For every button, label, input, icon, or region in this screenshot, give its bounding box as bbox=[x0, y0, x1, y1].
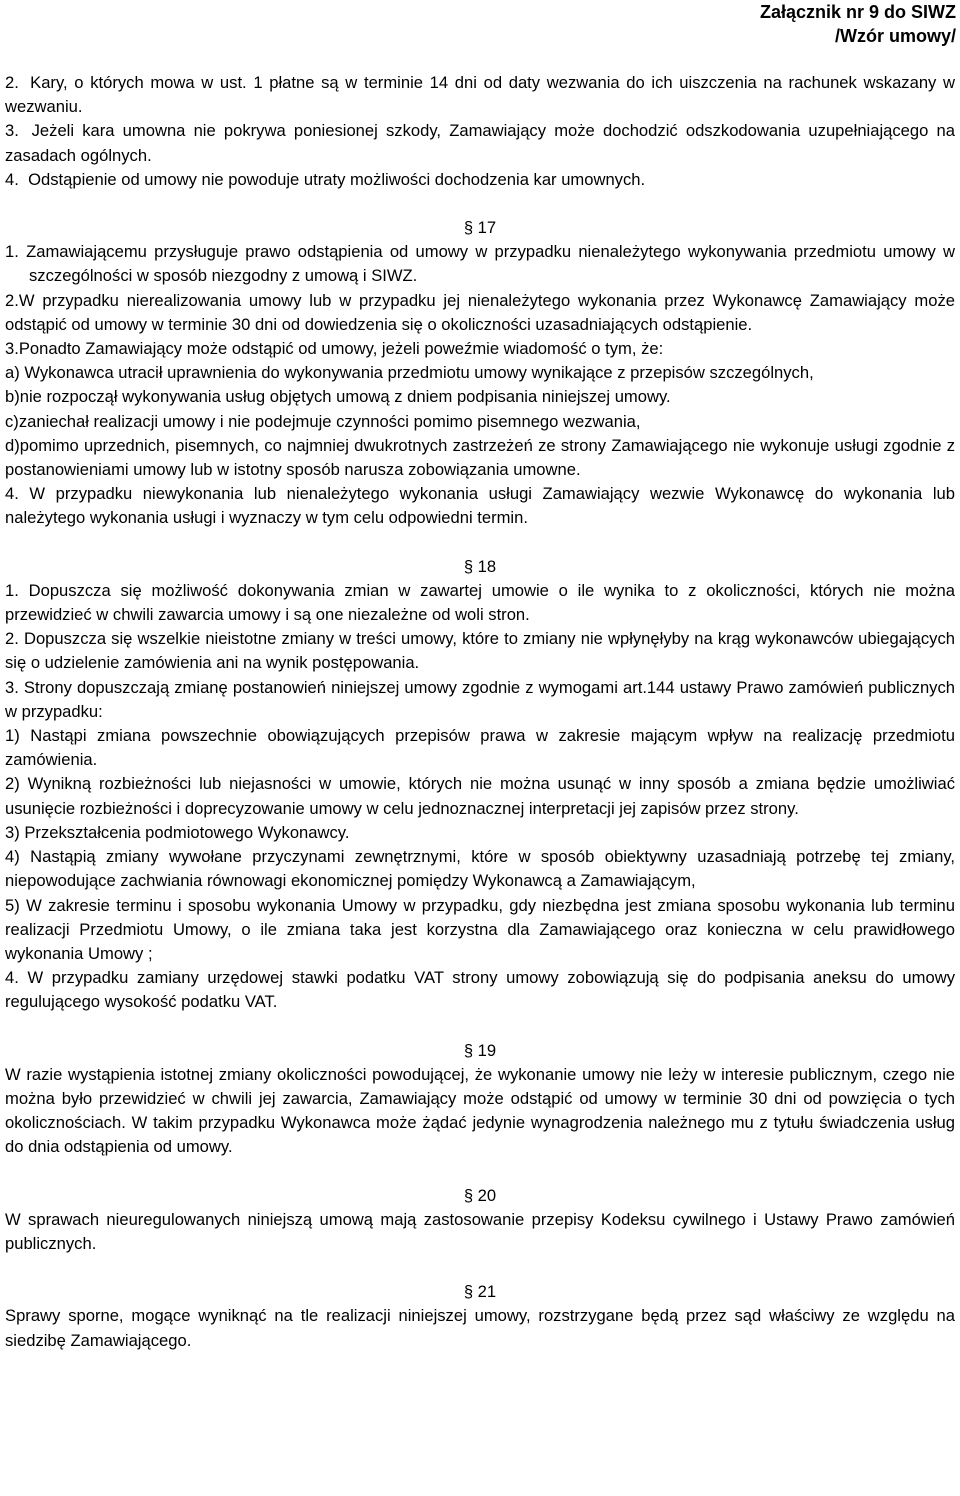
intro-paragraph-3: 3. Jeżeli kara umowna nie pokrywa poniesionej szkody, Zamawiający może dochodzić odszkodowania uzupełniającego na zasadach ogólnych. bbox=[5, 121, 960, 165]
s18-item-4: 4) Nastąpią zmiany wywołane przyczynami zewnętrznymi, które w sposób obiektywny uzasadniają potrzebę tej zmiany, niepowodujące zachwiania równowagi ekonomicznej pomiędzy Wykonawcą a Zamawiającym, bbox=[5, 847, 955, 891]
s17-paragraph-2: 2.W przypadku nierealizowania umowy lub w przypadku jej nienależytego wykonania przez Wykonawcę Zamawiający może odstąpić od umowy w terminie 30 dni od dowiedzenia się o okoliczności uzasadniających odstąpienie. bbox=[5, 290, 955, 334]
section-19-heading: § 19 bbox=[463, 1040, 497, 1060]
section-17-heading: § 17 bbox=[463, 218, 497, 238]
s20-paragraph-1: W sprawach nieuregulowanych niniejszą umową mają zastosowanie przepisy Kodeksu cywilnego i Ustawy Prawo zamówień publicznych. bbox=[5, 1209, 955, 1253]
s18-item-5: 5) W zakresie terminu i sposobu wykonania Umowy w przypadku, gdy niezbędna jest zmiana sposobu wykonania lub terminu realizacji Przedmiotu Umowy, o ile zmiana taka jest korzystna dla Zamawiającego oraz konieczna w celu prawidłowego wykonania Umowy ; bbox=[5, 895, 955, 963]
intro-paragraph-2: 2. Kary, o których mowa w ust. 1 płatne są w terminie 14 dni od daty wezwania do ich uiszczenia na rachunek wskazany w wezwaniu. bbox=[5, 73, 960, 117]
intro-paragraph-4: 4. Odstąpienie od umowy nie powoduje utraty możliwości dochodzenia kar umownych. bbox=[5, 169, 646, 189]
section-18-heading: § 18 bbox=[463, 556, 497, 576]
document-body bbox=[5, 71, 960, 1353]
section-20-heading: § 20 bbox=[463, 1185, 497, 1205]
s17-paragraph-1: 1. Zamawiającemu przysługuje prawo odstąpienia od umowy w przypadku nienależytego wykonywania przedmiotu umowy w szczególności w sposób niezgodny z umową i SIWZ. bbox=[5, 242, 955, 286]
template-label: /Wzór umowy/ bbox=[835, 26, 956, 46]
attachment-label: Załącznik nr 9 do SIWZ bbox=[759, 2, 956, 22]
s21-paragraph-1: Sprawy sporne, mogące wyniknąć na tle realizacji niniejszej umowy, rozstrzygane będą przez sąd właściwy ze względu na siedzibę Zamawiającego. bbox=[5, 1306, 955, 1350]
section-21-heading: § 21 bbox=[463, 1282, 497, 1302]
s17-paragraph-3: 3.Ponadto Zamawiający może odstąpić od umowy, jeżeli poweźmie wiadomość o tym, że: bbox=[5, 339, 664, 359]
s18-item-1: 1) Nastąpi zmiana powszechnie obowiązujących przepisów prawa w zakresie mającym wpływ na realizację przedmiotu zamówienia. bbox=[5, 726, 955, 770]
s18-paragraph-1: 1. Dopuszcza się możliwość dokonywania zmian w zawartej umowie o ile wynika to z okoliczności, których nie można przewidzieć w chwili zawarcia umowy i są one niezależne od woli stron. bbox=[5, 580, 955, 625]
s19-paragraph-1: W razie wystąpienia istotnej zmiany okoliczności powodującej, że wykonanie umowy nie leży w interesie publicznym, czego nie można było przewidzieć w chwili jej zawarcia, Zamawiający może odstąpić od umowy w terminie 30 dni od powzięcia o tych okolicznościach. W takim przypadku Wykonawca może żądać jedynie wynagrodzenia należnego mu z tytułu świadczenia usług do dnia odstąpienia od umowy. bbox=[5, 1064, 955, 1157]
s18-paragraph-3: 3. Strony dopuszczają zmianę postanowień niniejszej umowy zgodnie z wymogami art.144 ustawy Prawo zamówień publicznych w przypadku: bbox=[5, 677, 955, 721]
s18-paragraph-4: 4. W przypadku zamiany urzędowej stawki podatku VAT strony umowy zobowiązują się do podpisania aneksu do umowy regulującego wysokość podatku VAT. bbox=[5, 968, 955, 1012]
s18-paragraph-2: 2. Dopuszcza się wszelkie nieistotne zmiany w treści umowy, które to zmiany nie wpłynęłyby na krąg wykonawców ubiegających się o udzielenie zamówienia ani na wynik postępowania. bbox=[5, 629, 955, 673]
s17-item-d: d)pomimo uprzednich, pisemnych, co najmniej dwukrotnych zastrzeżeń ze strony Zamawiającego nie wykonuje usługi zgodnie z postanowieniami umowy lub w istotny sposób narusza zobowiązania umowne. bbox=[5, 435, 955, 480]
s17-item-a: a) Wykonawca utracił uprawnienia do wykonywania przedmiotu umowy wynikające z przepisów szczególnych, bbox=[5, 363, 814, 383]
s17-item-c: c)zaniechał realizacji umowy i nie podejmuje czynności pomimo pisemnego wezwania, bbox=[5, 411, 641, 431]
s17-item-b: b)nie rozpoczął wykonywania usług objętych umową z dniem podpisania niniejszej umowy. bbox=[5, 387, 671, 407]
page-header bbox=[760, 0, 956, 48]
s18-item-2: 2) Wynikną rozbieżności lub niejasności w umowie, których nie można usunąć w inny sposób a zmiana będzie umożliwiać usunięcie rozbieżności i doprecyzowanie umowy w celu jednoznacznej interpretacji jej zapisów przez strony. bbox=[5, 774, 955, 818]
s18-item-3: 3) Przekształcenia podmiotowego Wykonawcy. bbox=[5, 822, 350, 842]
s17-paragraph-4: 4. W przypadku niewykonania lub nienależytego wykonania usługi Zamawiający wezwie Wykonawcę do wykonania lub należytego wykonania usługi i wyznaczy w tym celu odpowiedni termin. bbox=[5, 484, 955, 528]
